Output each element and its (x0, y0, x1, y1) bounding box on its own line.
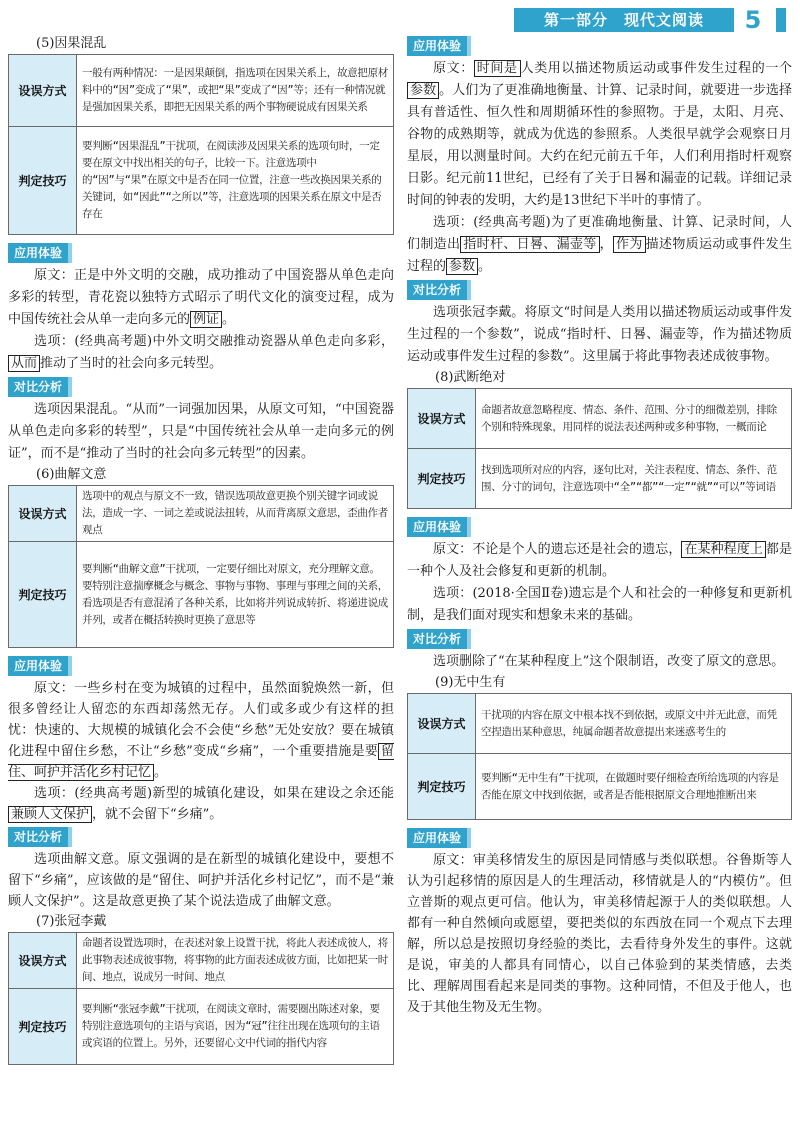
subsection-title: (8)武断绝对 (435, 370, 506, 385)
method-label: 设误方式 (408, 389, 476, 449)
subsection-title: (5)因果混乱 (36, 36, 107, 51)
page-header (514, 8, 786, 32)
original-paragraph: 原文：一些乡村在变为城镇的过程中，虽然面貌焕然一新，但很多曾经让人留恋的东西却荡然无存。人们或多或少有这样的担忧：快速的、大规模的城镇化会不会使“乡愁”无处安放？要在城镇化进程中留住乡愁，不让“乡愁”变成“乡痛”，一个重要措施是要 留住、呵护并活化乡村记忆 。 (8, 681, 394, 780)
method-table (407, 693, 792, 820)
analysis-tag: 对比分析 (8, 827, 72, 847)
tip-label: 判定技巧 (9, 542, 77, 648)
subsection-title: (7)张冠李戴 (36, 914, 107, 929)
subsection-title: (9)无中生有 (435, 675, 506, 690)
highlight-box: 作为 (613, 236, 646, 253)
original-paragraph: 原文：不论是个人的遗忘还是社会的遗忘， 在某种程度上 都是一种个人及社会修复和更新的机制。 (407, 542, 792, 579)
method-label: 设误方式 (9, 55, 77, 127)
practice-tag: 应用体验 (8, 243, 72, 263)
tip-text: 要判断“张冠李戴”干扰项，在阅读文章时，需要圈出陈述对象，要特别注意选项句的主语与宾语，因为“冠”往往出现在选项句的主语或宾语的位置上。另外，还要留心文中代词的指代内容 (77, 989, 394, 1065)
method-table (407, 388, 792, 509)
practice-tag: 应用体验 (407, 828, 471, 848)
highlight-box: 兼顾人文保护 (8, 806, 92, 823)
tip-label: 判定技巧 (408, 449, 476, 509)
method-text: 干扰项的内容在原文中根本找不到依据，或原文中并无此意，而凭空捏造出某种意思，纯属命题者故意提出来迷惑考生的 (476, 694, 792, 754)
tip-label: 判定技巧 (9, 127, 77, 235)
tip-text: 找到选项所对应的内容，逐句比对，关注表程度、情态、条件、范围、分寸的词句，注意选项中“全”“都”“一定”“就”“可以”等词语 (476, 449, 792, 509)
method-text: 命题者设置选项时，在表述对象上设置干扰，将此人表述成彼人，将此事物表述成彼事物，将事物的此方面表述成彼方面，比如把某一时间、地点，说成另一时间、地点 (77, 933, 394, 989)
original-paragraph: 原文：审美移情发生的原因是同情感与类似联想。谷鲁斯等人认为引起移情的原因是人的生理活动，移情就是人的“内模仿”。但立普斯的观点更可信。他认为，审美移情起源于人的类似联想。人都有一种自然倾向或愿望，要把类似的东西放在同一个观点下去理解，所以总是按照切身经验的类比，去看待身外发生的事件。这就是说，审美的人都具有同情心，以自己体验到的某类情感，去类比、理解周围看起来是同类的事物。这种同情，不但及于他人，也及于其他生物及无生物。 (407, 853, 792, 1015)
option-paragraph: 选项：(经典高考题)新型的城镇化建设，如果在建设之余还能兼顾人文保护 ，就不会留下“乡痛”。 (8, 783, 394, 825)
analysis-tag: 对比分析 (407, 629, 471, 649)
option-paragraph: 选项：(经典高考题)为了更准确地衡量、计算、记录时间，人们制造出 指时杆、日晷、漏壶等 ， 作为 描述物质运动或事件发生过程的 参数 。 (407, 215, 792, 274)
method-label: 设误方式 (9, 933, 77, 989)
highlight-box: 留住、呵护并活化乡村记忆 (8, 744, 394, 780)
method-table (8, 485, 394, 648)
highlight-box: 在某种程度上 (681, 541, 765, 558)
original-paragraph: 原文： 时间是 人类用以描述物质运动或事件发生过程的一个参数 。人们为了更准确地衡量、计算、记录时间，就要进一步选择具有普适性、恒久性和周期循环性的参照物。于是，太阳、月亮、谷物的成熟期等，就成为优选的参照系。人类很早就学会观察日月星辰，用以测量时间。大约在纪元前五千年，人们利用指时杆观察日影。纪元前11世纪，已经有了关于日晷和漏壶的记载。详细记录时间的钟表的发明，大约是13世纪下半叶的事情了。 (407, 61, 792, 208)
analysis-paragraph: 选项张冠李戴。将原文“时间是人类用以描述物质运动或事件发生过程的一个参数”，说成“指时杆、日晷、漏壶等，作为描述物质运动或事件发生过程的参数”。这里属于将此事物表述成彼事物。 (407, 305, 792, 364)
highlight-box: 指时杆、日晷、漏壶等 (460, 236, 599, 253)
analysis-paragraph: 选项因果混乱。“从而”一词强加因果，从原文可知，“中国瓷器从单色走向多彩的转型”，只是“中国传统社会从单一走向多元的例证”，而不是“推动了当时的社会向多元转型”的因素。 (8, 402, 394, 461)
highlight-box: 例证 (190, 311, 222, 328)
page-number: 5 (744, 6, 762, 34)
method-text: 一般有两种情况：一是因果颠倒，指选项在因果关系上，故意把原材料中的“因”变成了“果”，或把“果”变成了“因”等；还有一种情况就是强加因果关系，即把无因果关系的两个事物硬说成有因果关系 (77, 55, 394, 127)
method-text: 选项中的观点与原文不一致，错误选项故意更换个别关键字词或说法，造成一字、一词之差或说法扭转，从而背离原文意思，歪曲作者观点 (77, 486, 394, 542)
highlight-box: 参数 (407, 82, 439, 99)
header-tab-decoration (776, 8, 786, 32)
method-label: 设误方式 (408, 694, 476, 754)
option-paragraph: 选项：(2018·全国Ⅱ卷)遗忘是个人和社会的一种修复和更新机制，是我们面对现实和想象未来的基础。 (407, 586, 792, 623)
highlight-box: 从而 (8, 355, 40, 372)
analysis-paragraph: 选项删除了“在某种程度上”这个限制语，改变了原文的意思。 (433, 654, 785, 669)
left-column (8, 34, 394, 1071)
method-label: 设误方式 (9, 486, 77, 542)
analysis-paragraph: 选项曲解文意。原文强调的是在新型的城镇化建设中，要想不留下“乡痛”，应该做的是“留住、呵护并活化乡村记忆”，而不是“兼顾人文保护”。这是故意更换了某个说法造成了曲解文意。 (8, 852, 394, 909)
highlight-box: 时间是 (474, 60, 521, 77)
tip-text: 要判断“曲解文意”干扰项，一定要仔细比对原文，充分理解文意。要特别注意揣摩概念与概念、事物与事物、事理与事理之间的关系，看选项是否有意混淆了各种关系，比如将并列说成转折、将递进说成并列，或者在概括转换时更换了意思等 (77, 542, 394, 648)
analysis-tag: 对比分析 (8, 377, 72, 397)
tip-label: 判定技巧 (9, 989, 77, 1065)
right-column (407, 34, 792, 1018)
tip-text: 要判断“无中生有”干扰项，在做题时要仔细检查所给选项的内容是否能在原文中找到依据，或者是否能根据原文合理地推断出来 (476, 754, 792, 820)
method-table (8, 932, 394, 1065)
method-text: 命题者故意忽略程度、情态、条件、范围、分寸的细微差别，排除个别和特殊现象，用同样的说法表述两种或多种事物，一概而论 (476, 389, 792, 449)
tip-text: 要判断“因果混乱”干扰项，在阅读涉及因果关系的选项句时，一定要在原文中找出相关的句子，比较一下。注意选项中的“因”与“果”在原文中是否在同一位置，注意一些改换因果关系的关键词，如“因此”“之所以”等，注意选项的因果关系在原文中是否存在 (77, 127, 394, 235)
practice-tag: 应用体验 (407, 517, 471, 537)
analysis-tag: 对比分析 (407, 280, 471, 300)
original-paragraph: 原文：正是中外文明的交融，成功推动了中国瓷器从单色走向多彩的转型，青花瓷以独特方式昭示了明代文化的演变过程，成为中国传统社会从单一走向多元的 例证 。 (8, 268, 394, 327)
highlight-box: 参数 (446, 258, 478, 275)
tip-label: 判定技巧 (408, 754, 476, 820)
practice-tag: 应用体验 (407, 36, 471, 56)
option-paragraph: 选项：(经典高考题)中外文明交融推动瓷器从单色走向多彩，从而 推动了当时的社会向多元转型。 (8, 331, 394, 375)
section-title: 第一部分 现代文阅读 (514, 8, 734, 32)
practice-tag: 应用体验 (8, 656, 72, 676)
method-table (8, 54, 394, 235)
subsection-title: (6)曲解文意 (36, 467, 107, 482)
